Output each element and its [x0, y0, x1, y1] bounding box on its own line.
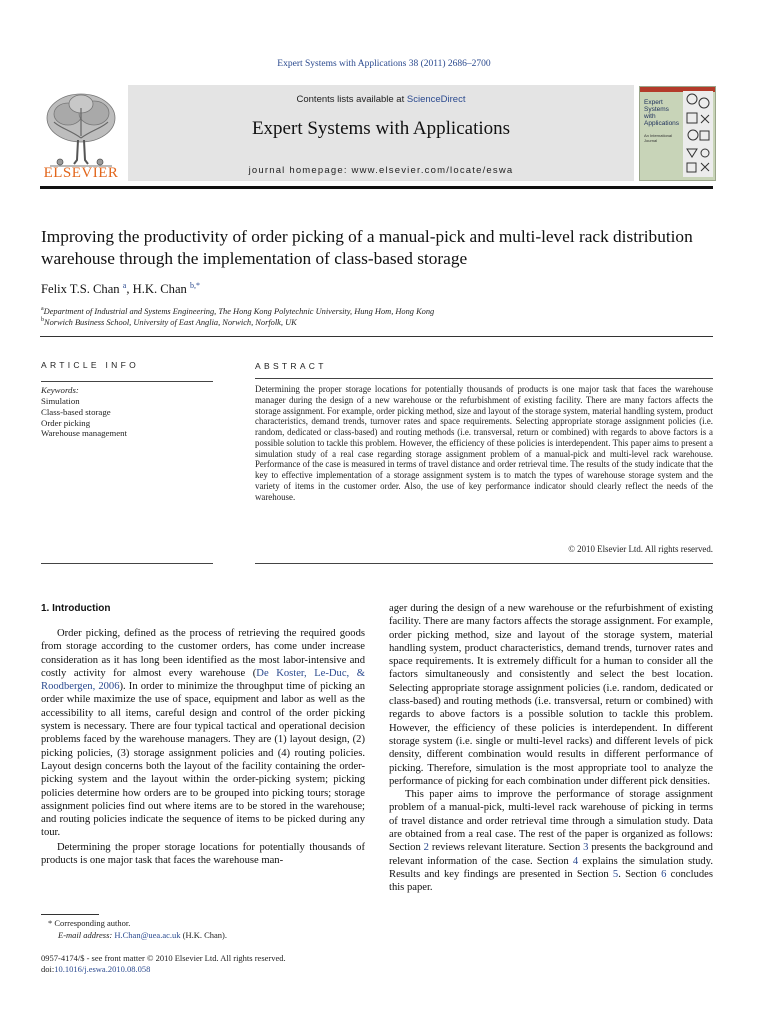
footnote-star: * — [48, 918, 53, 928]
section-link-2[interactable]: 2 — [423, 842, 429, 854]
intro-p1-text-a: Order picking, defined as the process of retrieving the required goods from storage according to the customer orders, has come under increase consideration as it has long been identified as the most labor-intensive and costly activity for almost every warehouse ( — [41, 628, 365, 679]
header-rule — [40, 186, 713, 189]
affiliation-a-mark: a — [41, 306, 44, 312]
affiliations-rule — [40, 336, 713, 337]
email-suffix: (H.K. Chan). — [180, 930, 227, 940]
keyword-item: Class-based storage — [41, 406, 111, 417]
section-link-3[interactable]: 3 — [583, 842, 589, 854]
footnote-rule — [41, 914, 99, 915]
contents-prefix: Contents lists available at — [296, 94, 407, 105]
author-chan-felix: Felix T.S. Chan — [41, 282, 120, 297]
journal-cover-thumbnail[interactable] — [639, 86, 716, 181]
article-info-heading: ARTICLE INFO — [41, 360, 140, 370]
article-info-rule — [41, 381, 213, 382]
section-link-4[interactable]: 4 — [572, 855, 579, 867]
doi-line — [41, 964, 150, 975]
intro-p3-text-e: . Section — [618, 868, 662, 880]
journal-citation[interactable]: Expert Systems with Applications 38 (2011) 2686–2700 — [277, 59, 491, 69]
section-link-5[interactable]: 5 — [612, 868, 619, 880]
intro-p3-text-f: concludes this paper. — [389, 868, 713, 894]
contents-line — [128, 94, 634, 105]
keyword-item: Simulation — [41, 396, 80, 406]
keyword-item: Warehouse management — [41, 428, 128, 439]
elsevier-wordmark — [38, 165, 124, 182]
body-column-left — [41, 627, 365, 867]
keywords-list — [41, 396, 127, 439]
affiliation-a-text: Department of Industrial and Systems Engineering, The Hong Kong Polytechnic University, Hung Hom, Hong Kong — [43, 306, 435, 316]
intro-p3-text-c: presents the background and relevant information of the case. Section — [389, 842, 713, 867]
abstract-text: Determining the proper storage locations for potentially thousands of products is one major task that faces the warehouse manager during the design of a new warehouse or the refurbishment of existing facility. There are many factors affects the storage assignment. For example, order picking method, size and layout of the storage system, material handling system, product characteristics, demand trends, turnover rates and space requirements. Selecting appropriate storage assignment policies (i.e. random, dedicated or class-based) and routing methods (i.e. transversal, return or combined) with regards to above factors is a possible solution to tackle this problem. However, the efficiency of these policies is interdependent. This paper aims to present a simulation study of a real case regarding storage assignment problem of a manual-pick and multi-level rack warehouse. Performance of the case is measured in terms of travel distance and order retrieval time. The results of the study indicate that the key to effective implementation of a storage assignment system is to match the types of warehouse storage system and the variety of items in the customer order. Also, the use of key performance indicator should clearly reflect the needs of the warehouse. — [255, 384, 713, 502]
author-separator: , — [126, 282, 133, 297]
doi-link[interactable]: 10.1016/j.eswa.2010.08.058 — [54, 964, 151, 974]
keyword-item: Order picking — [41, 417, 91, 428]
abstract-heading: ABSTRACT — [255, 361, 327, 371]
issn-line: 0957-4174/$ - see front matter © 2010 Elsevier Ltd. All rights reserved. — [41, 953, 286, 963]
body-column-right — [389, 602, 713, 895]
cover-title: Expert Systems with Applications — [644, 99, 680, 127]
cover-icons-strip — [683, 91, 713, 177]
affiliation-a — [41, 306, 434, 316]
section-link-6[interactable]: 6 — [661, 868, 667, 880]
abstract-copyright: © 2010 Elsevier Ltd. All rights reserved. — [568, 544, 713, 554]
paper-title: Improving the productivity of order picking of a manual-pick and multi-level rack distribution warehouse through the implementation of class-based storage — [41, 227, 693, 268]
intro-paragraph-2-continued: ager during the design of a new warehouse or the refurbishment of existing facility. There are many factors affects the storage assignment. For example, order picking method, size and layout of the storage system, material handling system, product characteristics, demand trends, turnover rates and space requirements. It is extremely difficult for a human to consider all the factors simultaneously and consistently and select the best location. Selecting appropriate storage assignment policies (i.e. random, dedicated or class-based) and routing methods (i.e. transversal, return or combined) with regards to above factors is a possible solution to tackle this problem. However, the efficiency of these policies is interdependent. In different storage system (i.e. single or multi-level racks) and different levels of pick density, different combination would results in different performance of picking. Therefore, simulation is the most appropriate tool to analyze the performance of picking for each combination under different pick densities. — [389, 603, 713, 787]
author2-affiliation-mark[interactable]: b,* — [190, 281, 200, 290]
journal-homepage[interactable]: journal homepage: www.elsevier.com/locate/eswa — [248, 165, 514, 176]
corresponding-author-note — [48, 918, 130, 928]
article-info-bottom-rule — [41, 563, 213, 564]
author1-affiliation-mark[interactable]: a — [122, 281, 127, 290]
author-chan-hk: H.K. Chan — [132, 282, 187, 297]
author-email-link[interactable]: H.Chan@uea.ac.uk — [114, 930, 181, 940]
keywords-label: Keywords: — [41, 385, 79, 395]
intro-p3-text-a: This paper aims to improve the performance of storage assignment problem of a manual-pick, multi-level rack warehouse of picking in terms of travel distance and order retrieval time through a simulation study. Data are obtained from a real case. The rest of the paper is organized as follows: Section — [389, 789, 713, 854]
email-label: E-mail address: — [58, 930, 115, 940]
intro-p3-text-d: explains the simulation study. Results and key findings are presented in Section — [389, 855, 713, 880]
doi-label: doi: — [41, 964, 55, 974]
email-note — [58, 930, 227, 940]
abstract-rule — [255, 378, 713, 379]
intro-paragraph-1 — [41, 627, 365, 840]
abstract-bottom-rule — [255, 563, 713, 564]
intro-paragraph-3 — [389, 788, 713, 894]
section-heading-introduction: 1. Introduction — [41, 603, 111, 614]
intro-p1-text-b: ). In order to minimize the throughput time of picking an order while maximize the use of space, equipment and labor as well as the accessibility to all items, careful design and control of the order picking system is necessary. There are four typical tactical and operational decision problems faced by the warehouse managers. They are (1) layout design, (2) picking policies, (3) storage assignment policies and (4) routing policies. Layout design concerns both the layout of the facility containing the order-picking system and the layout within the order-picking system; picking policies determine how orders are to be grouped into picking tours; storage assignment policies find out where items are to be stored in the warehouse; and routing policies indicate the sequence of items to be picked during any tour. — [41, 681, 365, 839]
affiliation-b — [41, 317, 297, 327]
journal-title: Expert Systems with Applications — [251, 118, 511, 139]
intro-paragraph-2: Determining the proper storage locations for potentially thousands of products is one major task that faces the warehouse man- — [41, 841, 365, 867]
author-list — [41, 281, 200, 297]
cover-subtitle: An International Journal — [644, 133, 673, 143]
footnote-corresponding-text: Corresponding author. — [52, 918, 131, 928]
elsevier-wordmark-text: ELSEVIER — [43, 165, 119, 181]
reference-de-koster-2006[interactable]: De Koster, Le-Duc, & Roodbergen, 2006 — [41, 667, 365, 693]
sciencedirect-link[interactable]: ScienceDirect — [406, 94, 466, 105]
affiliation-b-text: Norwich Business School, University of East Anglia, Norwich, Norfolk, UK — [44, 317, 297, 327]
intro-p3-text-b: reviews relevant literature. Section — [428, 842, 584, 854]
affiliation-b-mark: b — [41, 317, 44, 323]
